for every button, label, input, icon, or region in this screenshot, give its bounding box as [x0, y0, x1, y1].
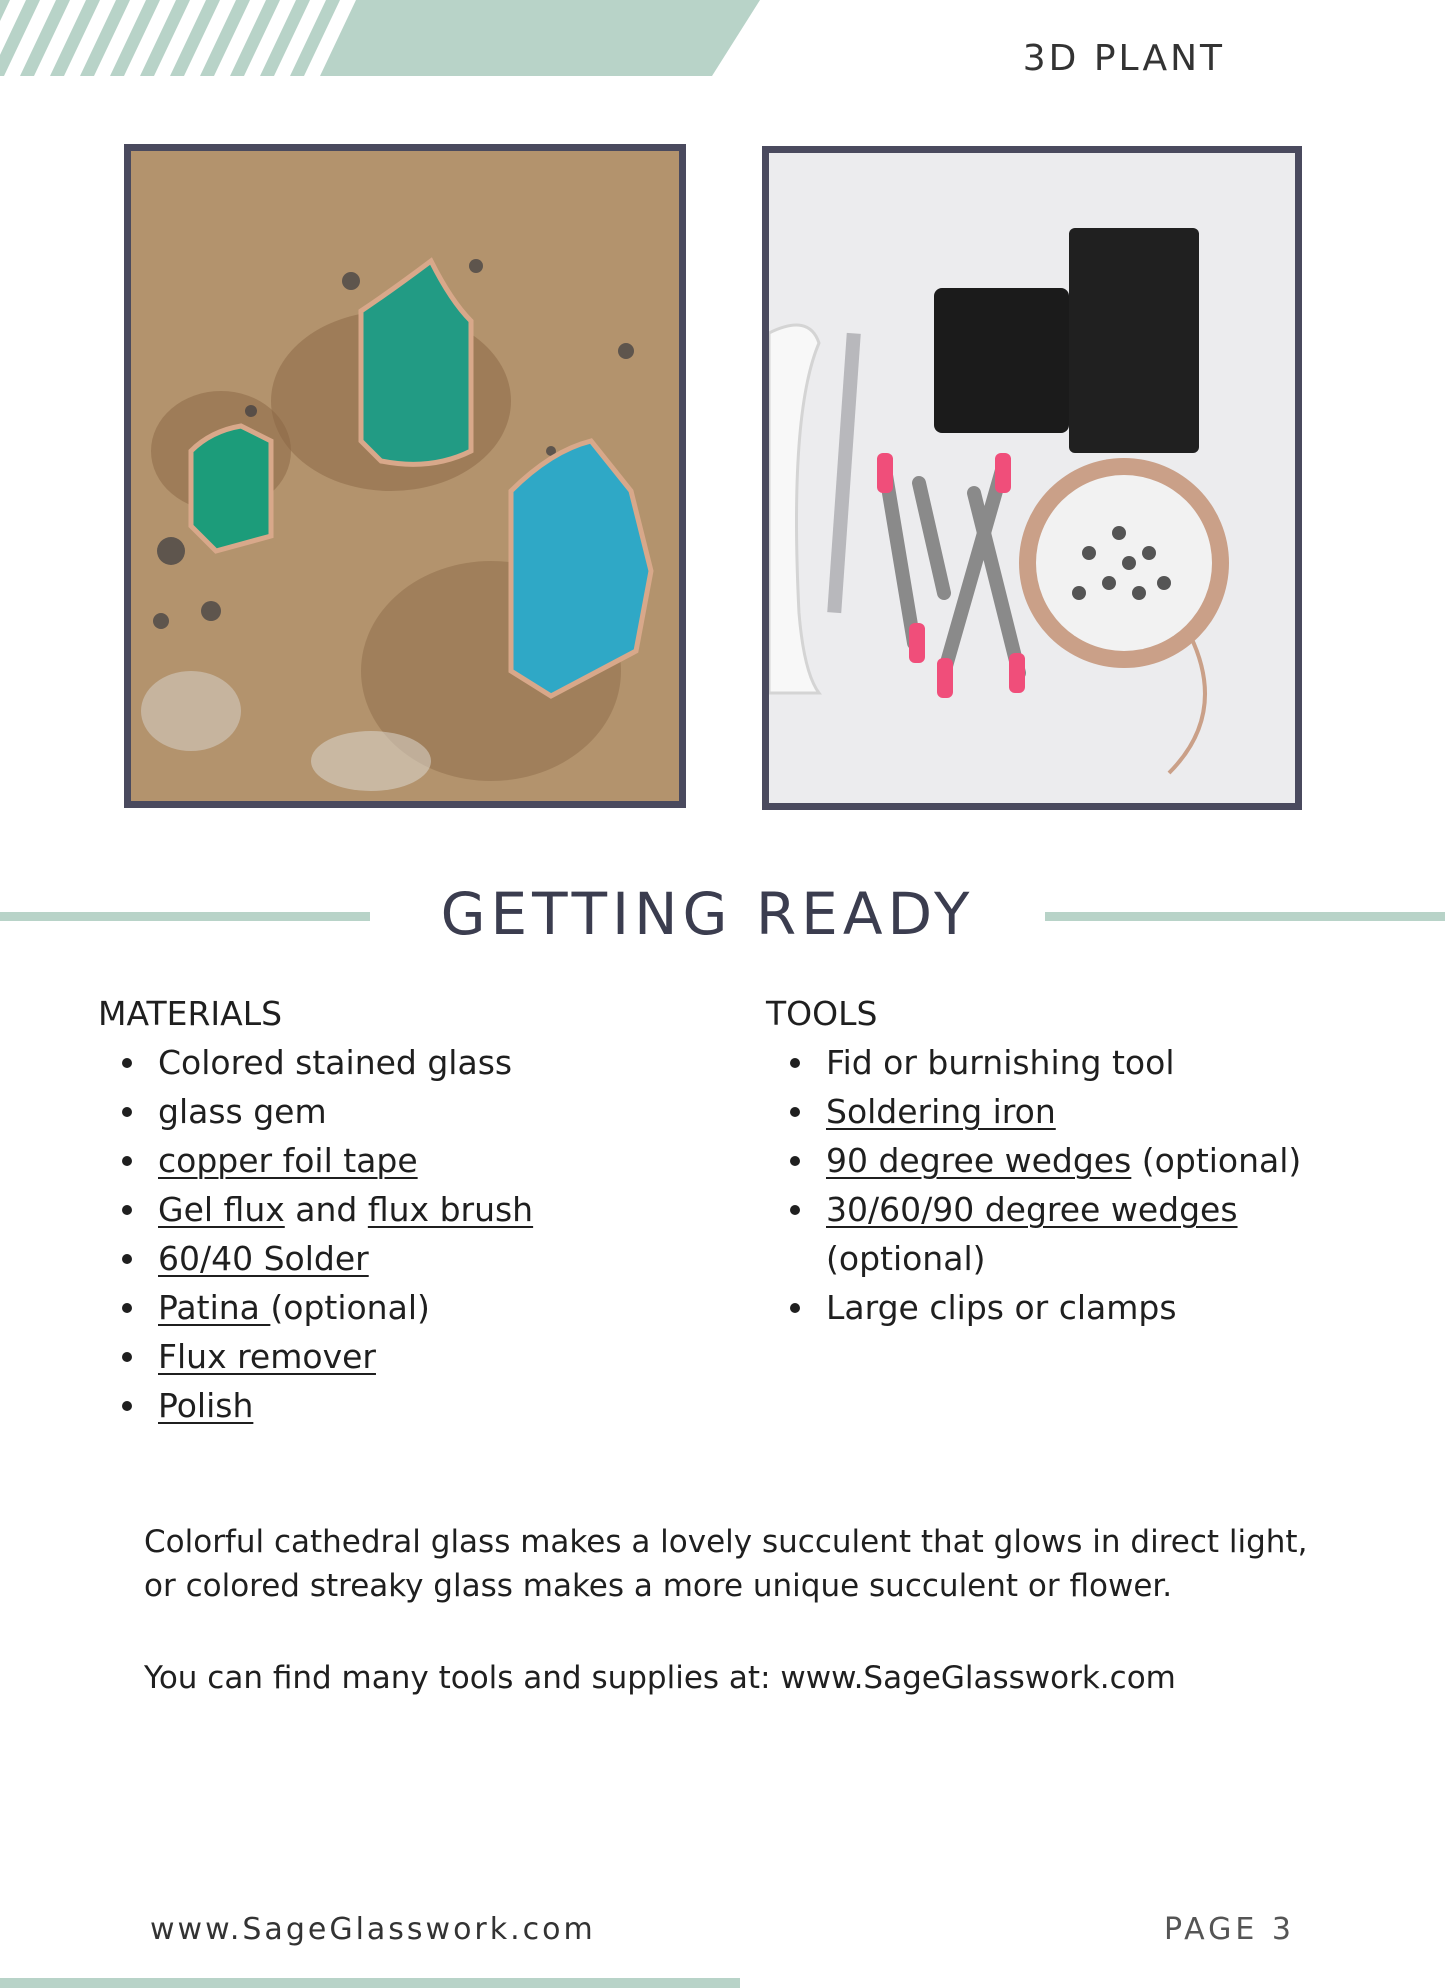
list-item [98, 1381, 698, 1430]
flux-remover-link[interactable]: Flux remover [158, 1337, 376, 1376]
list-item [766, 1038, 1326, 1087]
90-degree-wedges-link[interactable]: 90 degree wedges [826, 1141, 1132, 1180]
intro-paragraph: Colorful cathedral glass makes a lovely succulent that glows in direct light, or colored streaky glass makes a more unique succulent or flower. [144, 1524, 1308, 1604]
list-item [766, 1283, 1326, 1332]
item-text: (optional) [1131, 1141, 1302, 1180]
materials-heading: MATERIALS [98, 994, 283, 1033]
item-text: glass gem [158, 1092, 327, 1131]
flux-brush-link[interactable]: flux brush [367, 1190, 534, 1229]
list-item [766, 1087, 1326, 1136]
header-stripe-band [0, 0, 760, 76]
patina-link[interactable]: Patina [158, 1288, 271, 1327]
tools-photo [762, 146, 1302, 810]
polish-link[interactable]: Polish [158, 1386, 254, 1425]
copper-foil-tape-link[interactable]: copper foil tape [158, 1141, 418, 1180]
list-item [98, 1136, 698, 1185]
list-item [98, 1332, 698, 1381]
heading-rule-right [1045, 912, 1445, 921]
page-number: PAGE 3 [1164, 1912, 1295, 1947]
list-item [98, 1234, 698, 1283]
supplies-paragraph: You can find many tools and supplies at: www.SageGlasswork.com [144, 1660, 1176, 1696]
list-item [98, 1283, 698, 1332]
30-60-90-degree-wedges-link[interactable]: 30/60/90 degree wedges [826, 1190, 1238, 1229]
list-item [98, 1038, 698, 1087]
glass-leaves-photo [124, 144, 686, 808]
tools-heading: TOOLS [766, 994, 878, 1033]
list-item [766, 1185, 1326, 1283]
soldering-iron-link[interactable]: Soldering iron [826, 1092, 1056, 1131]
gel-flux-link[interactable]: Gel flux [158, 1190, 285, 1229]
footer-website: www.SageGlasswork.com [150, 1912, 596, 1947]
tools-list [766, 1038, 1326, 1332]
item-text: Large clips or clamps [826, 1288, 1177, 1327]
list-item [98, 1185, 698, 1234]
footer-stripe-band [0, 1978, 740, 1988]
item-text: (optional) [270, 1288, 430, 1327]
item-text: and [284, 1190, 368, 1229]
item-text: Fid or burnishing tool [826, 1043, 1175, 1082]
solder-link[interactable]: 60/40 Solder [158, 1239, 369, 1278]
item-text: Colored stained glass [158, 1043, 513, 1082]
document-title: 3D PLANT [1022, 38, 1225, 79]
section-title: GETTING READY [440, 880, 975, 948]
list-item [766, 1136, 1326, 1185]
list-item [98, 1087, 698, 1136]
heading-rule-left [0, 912, 370, 921]
materials-list [98, 1038, 698, 1430]
item-text: (optional) [826, 1239, 986, 1278]
